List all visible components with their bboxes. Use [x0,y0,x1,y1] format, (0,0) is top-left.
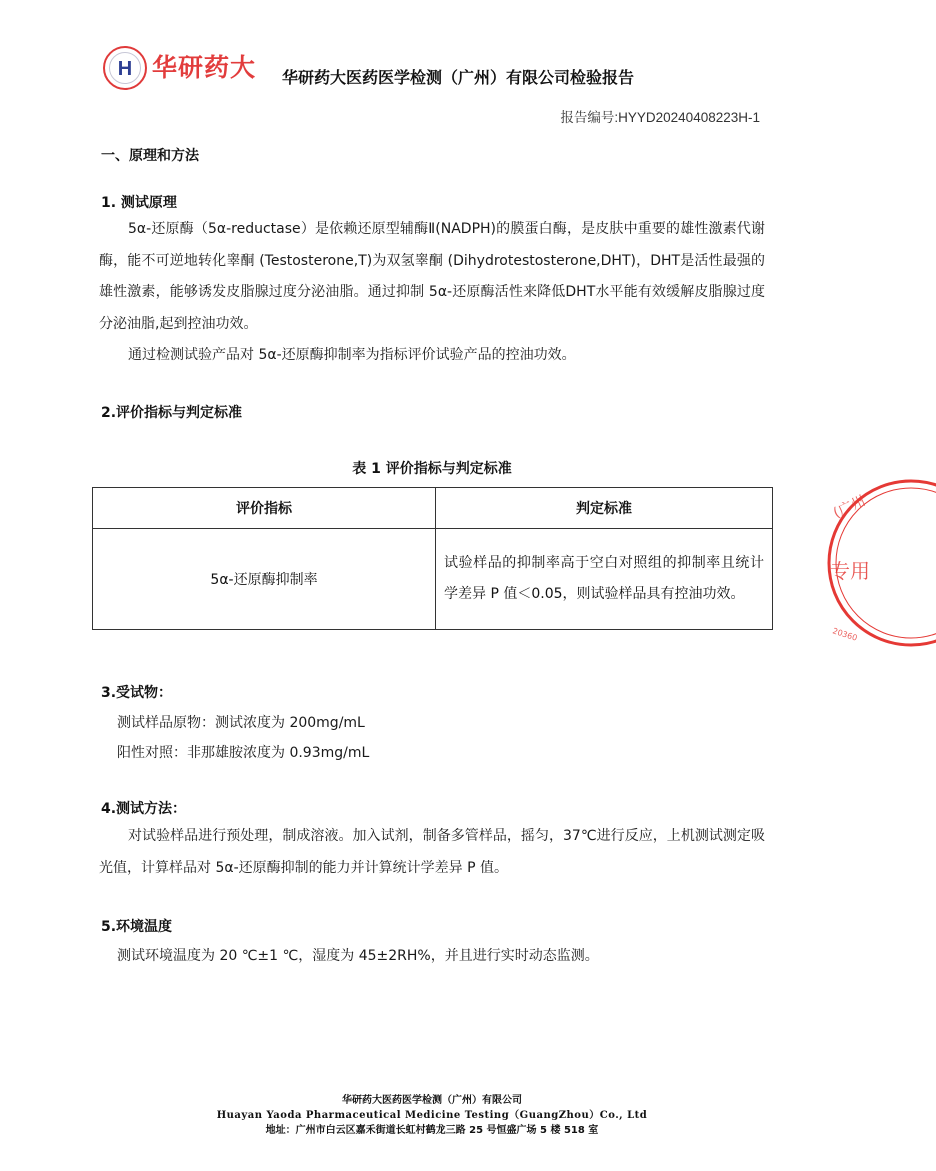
table-row [93,529,773,630]
principle-paragraph-2: 通过检测试验产品对 5α-还原酶抑制率为指标评价试验产品的控油功效。 [128,347,576,363]
table-cell-criterion: 试验样品的抑制率高于空白对照组的抑制率且统计学差异 P 值＜0.05，则试验样品具有控油功效。 [436,529,773,630]
environment-line: 测试环境温度为 20 ℃±1 ℃，湿度为 45±2RH%，并且进行实时动态监测。 [117,948,599,964]
report-number: 报告编号:HYYD20240408223H-1 [560,110,760,125]
heading-test-method: 4.测试方法： [101,801,187,817]
heading-evaluation: 2.评价指标与判定标准 [101,405,243,421]
footer-address: 地址：广州市白云区嘉禾街道长虹村鹤龙三路 25 号恒盛广场 5 楼 518 室 [265,1125,599,1136]
footer-company-en: Huayan Yaoda Pharmaceutical Medicine Testing（GuangZhou）Co., Ltd [216,1110,648,1121]
company-logo [100,44,275,94]
test-sample-line: 测试样品原物：测试浓度为 200mg/mL [117,715,365,731]
report-header-title: 华研药大医药医学检测（广州）有限公司检验报告 [282,68,635,87]
table-header-indicator: 评价指标 [93,488,436,529]
table-header-criterion: 判定标准 [436,488,773,529]
table-caption: 表 1 评价指标与判定标准 [352,461,512,477]
test-method-paragraph: 对试验样品进行预处理，制成溶液。加入试剂，制备多管样品，摇匀，37℃进行反应，上机测试测定吸光值，计算样品对 5α-还原酶抑制的能力并计算统计学差异 P 值。 [99,828,765,876]
svg-text:(广州: (广州 [830,492,869,522]
positive-control-line: 阳性对照：非那雄胺浓度为 0.93mg/mL [117,745,370,761]
heading-test-substance: 3.受试物： [101,685,173,701]
section-heading-principle: 一、原理和方法 [101,148,199,164]
table-header-row [93,488,773,529]
official-seal-icon [826,478,936,648]
heading-environment: 5.环境温度 [101,919,173,935]
heading-test-principle: 1. 测试原理 [101,195,177,211]
table-cell-indicator: 5α-还原酶抑制率 [93,529,436,630]
evaluation-table [92,487,773,630]
footer-company-cn: 华研药大医药医学检测（广州）有限公司 [342,1095,522,1106]
svg-text:20360: 20360 [831,626,859,643]
principle-paragraph: 5α-还原酶（5α-reductase）是依赖还原型辅酶Ⅱ(NADPH)的膜蛋白酶，是皮肤中重要的雄性激素代谢酶，能不可逆地转化睾酮 (Testosterone,T)为双氢睾酮 (Dihydrotestosterone,DHT)，DHT是活性最强的雄性激素，能够诱发皮脂腺过度分泌油脂。通过抑制 5α-还原酶活性来降低DHT水平能有效缓解皮脂腺过度分泌油脂,起到控油功效。 [99,221,765,332]
logo-emblem-icon: H [103,46,147,90]
logo-text: 华研药大 [152,53,257,82]
svg-text:专用: 专用 [830,559,870,583]
